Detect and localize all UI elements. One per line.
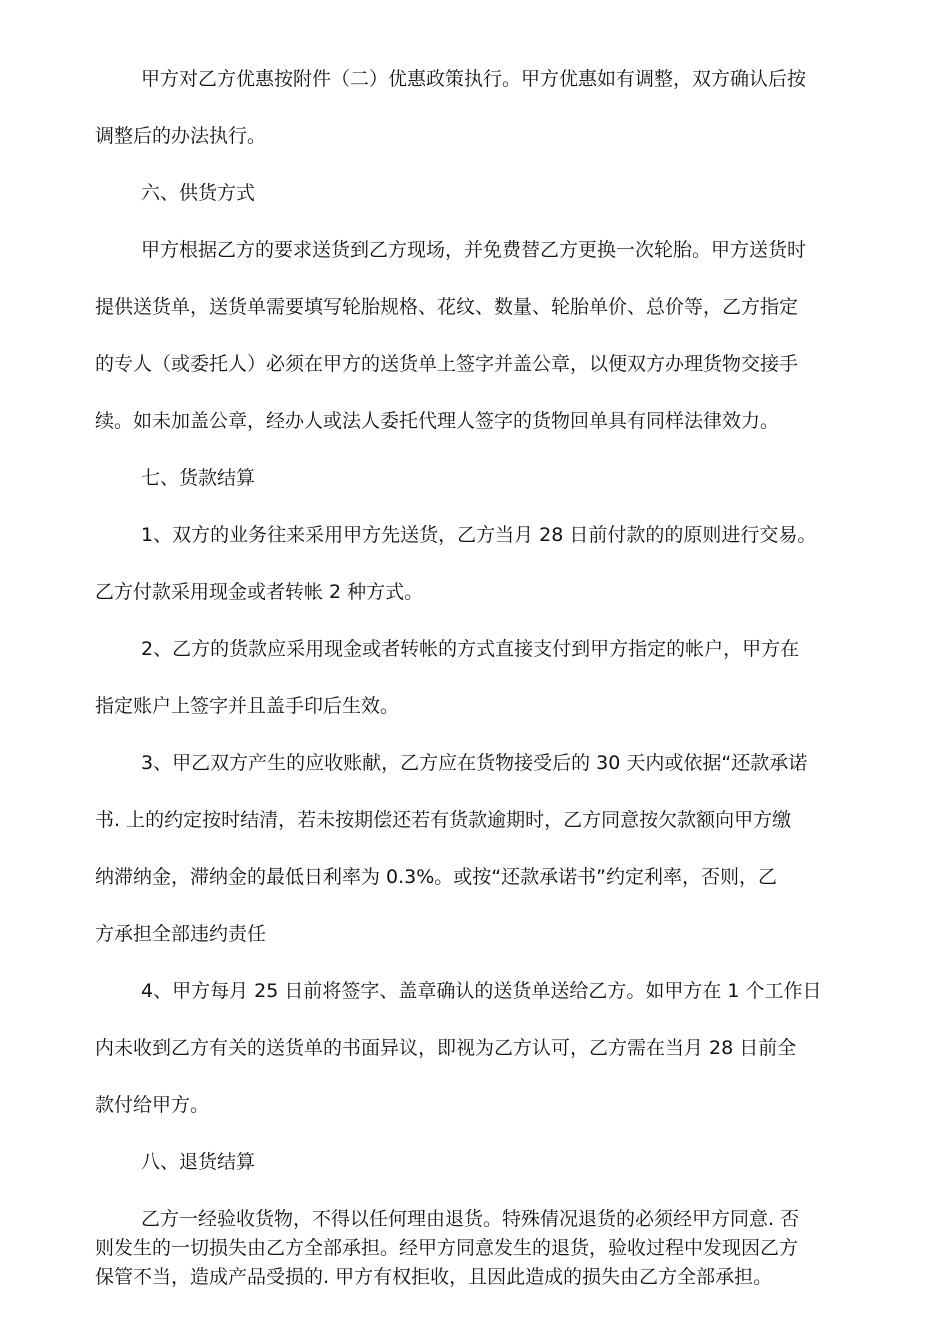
paragraph-line: 书. 上的约定按时结清，若未按期偿还若有货款逾期时，乙方同意按欠款额向甲方缴	[95, 809, 792, 831]
paragraph-line: 纳滞纳金，滞纳金的最低日利率为 0.3%。或按“还款承诺书”约定利率，否则，乙	[95, 866, 777, 888]
paragraph-line: 提供送货单，送货单需要填写轮胎规格、花纹、数量、轮胎单价、总价等，乙方指定	[95, 296, 799, 318]
paragraph-line: 乙方付款采用现金或者转帐 2 种方式。	[95, 581, 424, 603]
paragraph-line: 款付给甲方。	[95, 1094, 210, 1116]
paragraph-line: 1、双方的业务往来采用甲方先送货，乙方当月 28 日前付款的的原则进行交易。	[141, 524, 817, 546]
paragraph-line: 3、甲乙双方产生的应收账献，乙方应在货物接受后的 30 天内或依据“还款承诺	[141, 752, 808, 774]
paragraph-line: 2、乙方的货款应采用现金或者转帐的方式直接支付到甲方指定的帐户，甲方在	[141, 638, 800, 660]
paragraph-line: 指定账户上签字并且盖手印后生效。	[95, 695, 400, 717]
paragraph-line: 的专人（或委托人）必须在甲方的送货单上签字并盖公章，以便双方办理货物交接手	[95, 353, 799, 375]
paragraph-line: 甲方根据乙方的要求送货到乙方现场，并免费替乙方更换一次轮胎。甲方送货时	[141, 239, 807, 261]
paragraph-line: 方承担全部违约责任	[95, 923, 267, 945]
section-heading: 六、供货方式	[141, 182, 256, 204]
section-heading: 七、货款结算	[141, 467, 256, 489]
paragraph-line: 调整后的办法执行。	[95, 125, 267, 147]
paragraph-line: 甲方对乙方优惠按附件（二）优惠政策执行。甲方优惠如有调整，双方确认后按	[141, 68, 807, 90]
paragraph-line: 续。如未加盖公章，经办人或法人委托代理人签字的货物回单具有同样法律效力。	[95, 410, 780, 432]
paragraph-line: 乙方一经验收货物，不得以任何理由退货。特殊倩况退货的必须经甲方同意. 否	[141, 1208, 800, 1230]
section-heading: 八、退货结算	[141, 1151, 256, 1173]
paragraph-line: 内未收到乙方有关的送货单的书面异议，即视为乙方认可，乙方需在当月 28 日前全	[95, 1037, 797, 1059]
paragraph-line: 则发生的一切损失由乙方全部承担。经甲方同意发生的退货，验收过程中发现因乙方	[95, 1237, 799, 1259]
paragraph-line: 保管不当，造成产品受损的. 甲方有权拒收，且因此造成的损失由乙方全部承担。	[95, 1266, 773, 1288]
paragraph-line: 4、甲方每月 25 日前将签字、盖章确认的送货单送给乙方。如甲方在 1 个工作日	[141, 980, 822, 1002]
